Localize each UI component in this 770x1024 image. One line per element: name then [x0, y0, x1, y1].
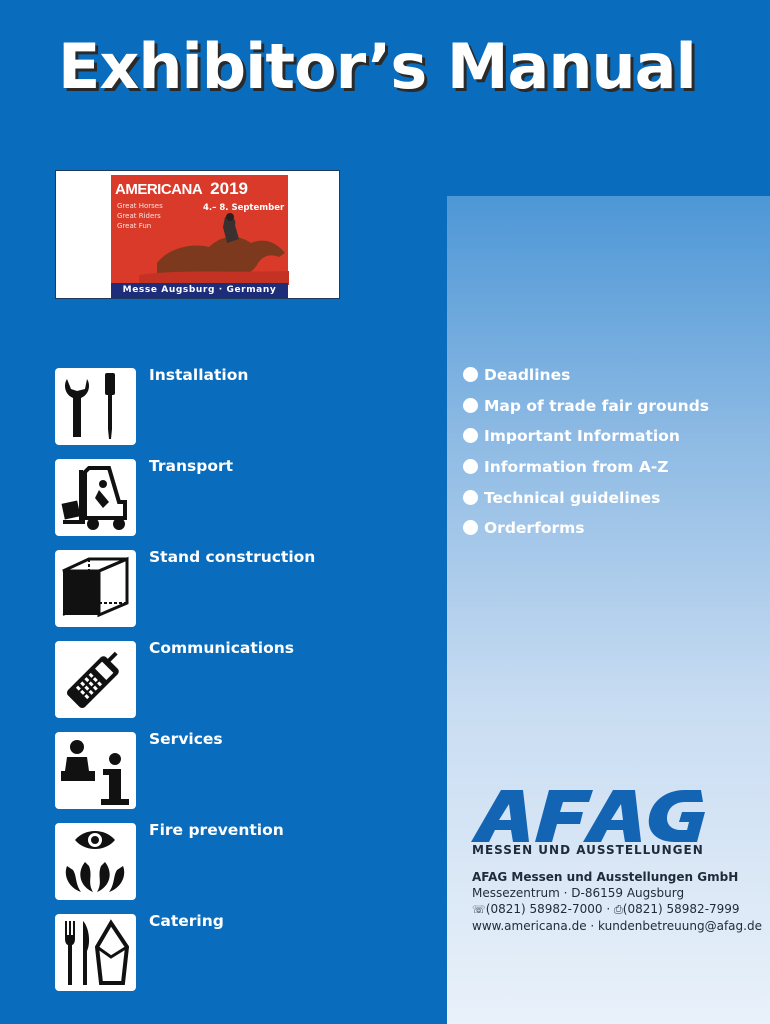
event-banner-frame	[55, 170, 340, 299]
services-tile[interactable]	[55, 732, 136, 809]
banner-tagline: Great Riders	[117, 212, 161, 220]
menu-item-label: Technical guidelines	[484, 488, 661, 507]
category-services[interactable]: Services	[149, 730, 223, 748]
menu-item-deadlines[interactable]	[463, 366, 709, 397]
menu-item-information-a-z[interactable]	[463, 458, 709, 489]
banner-tagline: Great Horses	[117, 202, 163, 210]
afag-logo	[471, 788, 707, 843]
menu-item-label: Important Information	[484, 427, 680, 446]
bullet-icon	[463, 428, 478, 443]
banner-dates: 4.– 8. September	[203, 203, 285, 213]
menu-item-map[interactable]	[463, 397, 709, 428]
contact-line: ☏(0821) 58982-7000 · ⎙(0821) 58982-7999	[472, 902, 740, 916]
banner-year: 2019	[210, 179, 248, 198]
category-transport[interactable]: Transport	[149, 457, 234, 475]
category-installation[interactable]: Installation	[149, 366, 249, 384]
banner-brand: AMERICANA	[115, 181, 203, 198]
phone-icon: ☏	[472, 903, 486, 916]
menu-item-technical-guidelines[interactable]	[463, 489, 709, 520]
banner-tagline: Great Fun	[117, 222, 152, 230]
cube-icon	[59, 553, 132, 624]
transport-tile[interactable]	[55, 459, 136, 536]
mobile-phone-icon	[59, 644, 132, 715]
company-address-block	[472, 869, 762, 934]
logo-subtitle: MESSEN UND AUSSTELLUNGEN	[472, 843, 704, 857]
menu-item-important-information[interactable]	[463, 427, 709, 458]
stand-construction-tile[interactable]	[55, 550, 136, 627]
banner-taglines	[117, 201, 163, 231]
installation-tile[interactable]	[55, 368, 136, 445]
bullet-icon	[463, 367, 478, 382]
bullet-icon	[463, 520, 478, 535]
contents-menu	[463, 366, 709, 550]
bullet-icon	[463, 490, 478, 505]
menu-item-label: Information from A-Z	[484, 458, 669, 477]
menu-item-label: Map of trade fair grounds	[484, 396, 710, 415]
web-email[interactable]: www.americana.de · kundenbetreuung@afag.de	[472, 919, 762, 933]
category-communications[interactable]: Communications	[149, 639, 294, 657]
company-name: AFAG Messen und Ausstellungen GmbH	[472, 870, 739, 884]
forklift-icon	[59, 462, 132, 533]
fire-prevention-tile[interactable]	[55, 823, 136, 900]
wrench-screwdriver-icon	[59, 371, 132, 442]
category-stand-construction[interactable]: Stand construction	[149, 548, 316, 566]
communications-tile[interactable]	[55, 641, 136, 718]
menu-item-label: Orderforms	[484, 519, 585, 538]
page-title: Exhibitor’s Manual	[58, 30, 696, 103]
category-fire-prevention[interactable]: Fire prevention	[149, 821, 284, 839]
phone-number: (0821) 58982-7000	[485, 902, 603, 916]
menu-item-label: Deadlines	[484, 366, 571, 384]
eye-fire-icon	[59, 826, 132, 897]
banner-location: Messe Augsburg · Germany	[111, 283, 288, 298]
category-catering[interactable]: Catering	[149, 912, 224, 930]
fax-number: (0821) 58982-7999	[622, 902, 740, 916]
information-desk-icon	[59, 735, 132, 806]
cutlery-icon	[59, 917, 132, 988]
event-banner[interactable]	[111, 175, 288, 298]
bullet-icon	[463, 459, 478, 474]
company-address: Messezentrum · D-86159 Augsburg	[472, 886, 685, 900]
fax-icon: ⎙	[613, 903, 623, 916]
catering-tile[interactable]	[55, 914, 136, 991]
banner-headline	[115, 179, 248, 199]
bullet-icon	[463, 398, 478, 413]
menu-item-orderforms[interactable]	[463, 519, 709, 550]
